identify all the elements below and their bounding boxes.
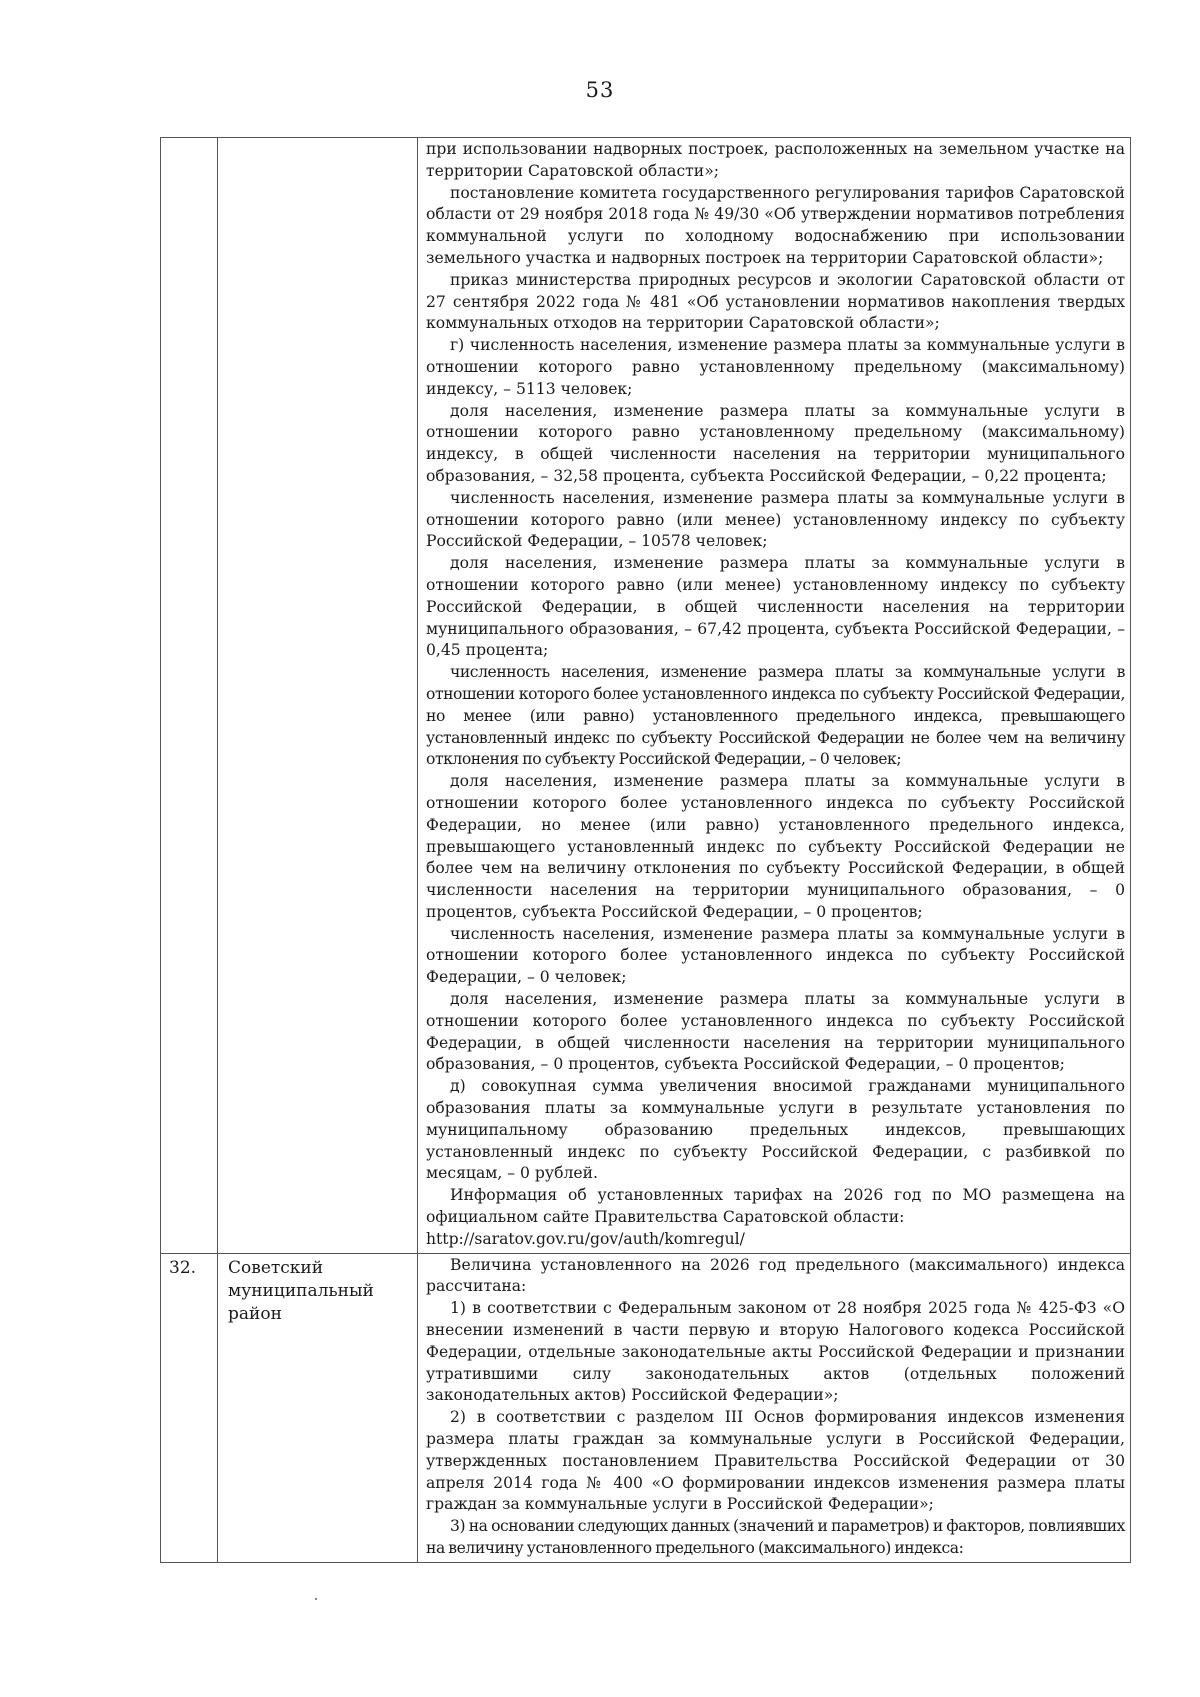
paragraph: г) численность населения, изменение размера платы за коммунальные услуги в отношении которого равно установленному предельному (максимальному) индексу, – 5113 человек;: [426, 336, 1125, 398]
municipality-name-line: Советский: [228, 1257, 324, 1278]
tariff-index-table: [160, 137, 1131, 1563]
row-number-cell-empty: [161, 138, 218, 1254]
paragraph: доля населения, изменение размера платы за коммунальные услуги в отношении которого более установленного индекса по субъекту Российской Федерации, в общей численности населения на территории муниципального образования, – 0 процентов, субъекта Российской Федерации, – 0 процентов;: [426, 990, 1125, 1074]
paragraph: постановление комитета государственного регулирования тарифов Саратовской области от 29 ноября 2018 года № 49/30 «Об утверждении нормативов потребления коммунальной услуги по холодному водоснабжению при использовании земельного участка и надворных построек на территории Саратовской области»;: [426, 183, 1125, 267]
paragraph: доля населения, изменение размера платы за коммунальные услуги в отношении которого равно установленному предельному (максимальному) индексу, в общей численности населения на территории муниципального образования, – 32,58 процента, субъекта Российской Федерации, – 0,22 процента;: [426, 401, 1125, 485]
scan-speck: [315, 1598, 317, 1600]
paragraph: численность населения, изменение размера платы за коммунальные услуги в отношении которого равно (или менее) установленному индексу по субъекту Российской Федерации, – 10578 человек;: [426, 488, 1125, 551]
paragraph: приказ министерства природных ресурсов и экологии Саратовской области от 27 сентября 2022 года № 481 «Об установлении нормативов накопления твердых коммунальных отходов на территории Саратовской области»;: [426, 270, 1125, 333]
row-number-cell: [161, 1253, 218, 1562]
paragraph: Величина установленного на 2026 год предельного (максимального) индекса рассчитана:: [426, 1255, 1125, 1296]
page-number: 53: [585, 78, 615, 102]
tariff-info-link[interactable]: http://saratov.gov.ru/gov/auth/komregul/: [426, 1229, 745, 1248]
description-cell: [418, 138, 1131, 1254]
paragraph: д) совокупная сумма увеличения вносимой гражданами муниципального образования платы за коммунальные услуги в результате установления по муниципальному образованию предельных индексов, превышающих установленный индекс по субъекту Российской Федерации, с разбивкой по месяцам, – 0 рублей.: [426, 1077, 1125, 1183]
row-number: 32.: [169, 1257, 197, 1278]
paragraph: численность населения, изменение размера платы за коммунальные услуги в отношении которого более установленного индекса по субъекту Российской Федерации, – 0 человек;: [426, 924, 1125, 987]
municipality-name-cell: [218, 1253, 418, 1562]
description-cell: [418, 1253, 1131, 1562]
paragraph: доля населения, изменение размера платы за коммунальные услуги в отношении которого равно (или менее) установленному индексу по субъекту Российской Федерации, в общей численности населения на территории муниципального образования, – 67,42 процента, субъекта Российской Федерации, – 0,45 процента;: [426, 554, 1125, 660]
table-row-32: [161, 1253, 1131, 1562]
paragraph: численность населения, изменение размера платы за коммунальные услуги в отношении которого более установленного индекса по субъекту Российской Федерации, но менее (или равно) установленного предельного индекса, превышающего установленный индекс по субъекту Российской Федерации не более чем на величину отклонения по субъекту Российской Федерации, – 0 человек;: [426, 663, 1125, 769]
municipality-name-line: район: [228, 1303, 282, 1324]
municipality-name-cell-empty: [218, 138, 418, 1254]
paragraph: 1) в соответствии с Федеральным законом от 28 ноября 2025 года № 425-ФЗ «О внесении изменений в части первую и вторую Налогового кодекса Российской Федерации, отдельные законодательные акты Российской Федерации и признании утратившими силу законодательных актов (отдельных положений законодательных актов) Российской Федерации»;: [426, 1299, 1125, 1405]
municipality-name-line: муниципальный: [228, 1280, 374, 1301]
table-row-continuation: [161, 138, 1131, 1254]
paragraph: Информация об установленных тарифах на 2026 год по МО размещена на официальном сайте Правительства Саратовской области:: [426, 1186, 1125, 1227]
paragraph: 3) на основании следующих данных (значений и параметров) и факторов, повлиявших на величину установленного предельного (максимального) индекса:: [426, 1517, 1125, 1557]
paragraph: доля населения, изменение размера платы за коммунальные услуги в отношении которого более установленного индекса по субъекту Российской Федерации, но менее (или равно) установленного предельного индекса, превышающего установленный индекс по субъекту Российской Федерации не более чем на величину отклонения по субъекту Российской Федерации, в общей численности населения на территории муниципального образования, – 0 процентов, субъекта Российской Федерации, – 0 процентов;: [426, 772, 1125, 921]
paragraph: при использовании надворных построек, расположенных на земельном участке на территории Саратовской области»;: [426, 140, 1125, 180]
paragraph: 2) в соответствии с разделом III Основ формирования индексов изменения размера платы граждан за коммунальные услуги в Российской Федерации, утвержденных постановлением Правительства Российской Федерации от 30 апреля 2014 года № 400 «О формировании индексов изменения размера платы граждан за коммунальные услуги в Российской Федерации»;: [426, 1408, 1125, 1514]
